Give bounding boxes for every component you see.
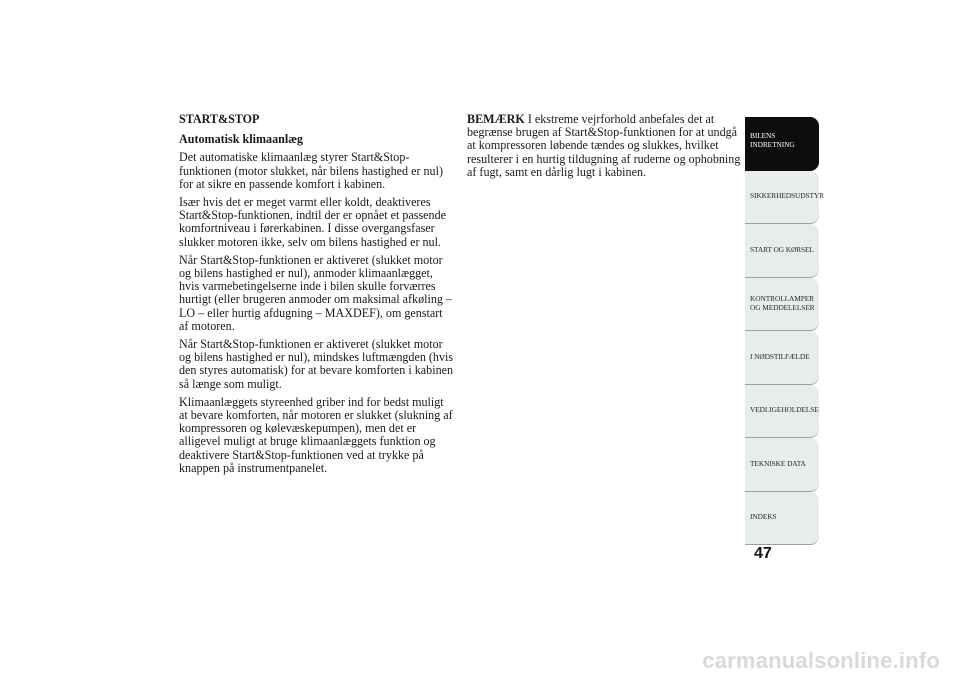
tab-vedligeholdelse[interactable]: VEDLIGEHOLDELSE — [745, 385, 819, 439]
paragraph: Især hvis det er meget varmt eller koldt, deaktiveres Start&Stop-funktionen, indtil der er opnået et passende komfortniveau i førerkabinen. I disse overgangsfaser slukker motoren ikke, selv om bilens hastighed er nul. — [179, 195, 447, 249]
page-number: 47 — [754, 545, 772, 562]
paragraph: Det automatiske klimaanlæg styrer Start&Stop-funktionen (motor slukket, når bilens hastighed er nul) for at sikre en passende komfort i kabinen. — [179, 150, 443, 191]
left-column — [179, 113, 454, 480]
tab-indeks[interactable]: INDEKS — [745, 492, 819, 546]
tab-kontrollamper[interactable]: KONTROLLAMPER OG MEDDELELSER — [745, 278, 819, 332]
tab-tekniske-data[interactable]: TEKNISKE DATA — [745, 438, 819, 492]
paragraph: Når Start&Stop-funktionen er aktiveret (slukket motor og bilens hastighed er nul), mindskes luftmængden (hvis den styres automatisk) for at bevare komforten i kabinen så længe som muligt. — [179, 337, 454, 391]
tab-sikkerhedsudstyr[interactable]: SIKKERHEDSUDSTYR — [745, 171, 819, 225]
note-text: I ekstreme vejrforhold anbefales det at begrænse brugen af Start&Stop-funktionen for at undgå at kompressoren løbende tændes og slukkes, hvilket resulterer i en hurtig tildugning af ruderne og ophobning af fugt, samt en dårlig lugt i kabinen. — [467, 112, 741, 179]
tab-bilens-indretning[interactable]: BILENS INDRETNING — [745, 117, 819, 171]
watermark: carmanualsonline.info — [702, 648, 940, 673]
tab-start-og-korsel[interactable]: START OG KØRSEL — [745, 224, 819, 278]
note-label: BEMÆRK — [467, 112, 525, 126]
right-column — [467, 113, 742, 184]
tab-i-nodstilfaelde[interactable]: I NØDSTILFÆLDE — [745, 331, 819, 385]
sub-title: Automatisk klimaanlæg — [179, 132, 303, 147]
chapter-tabs — [745, 117, 824, 545]
paragraph: Klimaanlæggets styreenhed griber ind for bedst muligt at bevare komforten, når motoren er slukket (slukning af kompressoren og kølevæskepumpen), men det er alligevel muligt at bruge klimaanlæggets funktion og deaktivere Start&Stop-funktionen ved at trykke på knappen på instrumentpanelet. — [179, 394, 453, 475]
paragraph: Når Start&Stop-funktionen er aktiveret (slukket motor og bilens hastighed er nul), anmoder klimaanlægget, hvis varmebetingelserne inde i bilen skulle forværres hurtigt (eller brugeren anmoder om maksimal afkøling – LO – eller hurtig afdugning – MAXDEF), om genstart af motoren. — [179, 252, 453, 333]
note — [467, 113, 742, 179]
section-title: START&STOP — [179, 112, 260, 126]
